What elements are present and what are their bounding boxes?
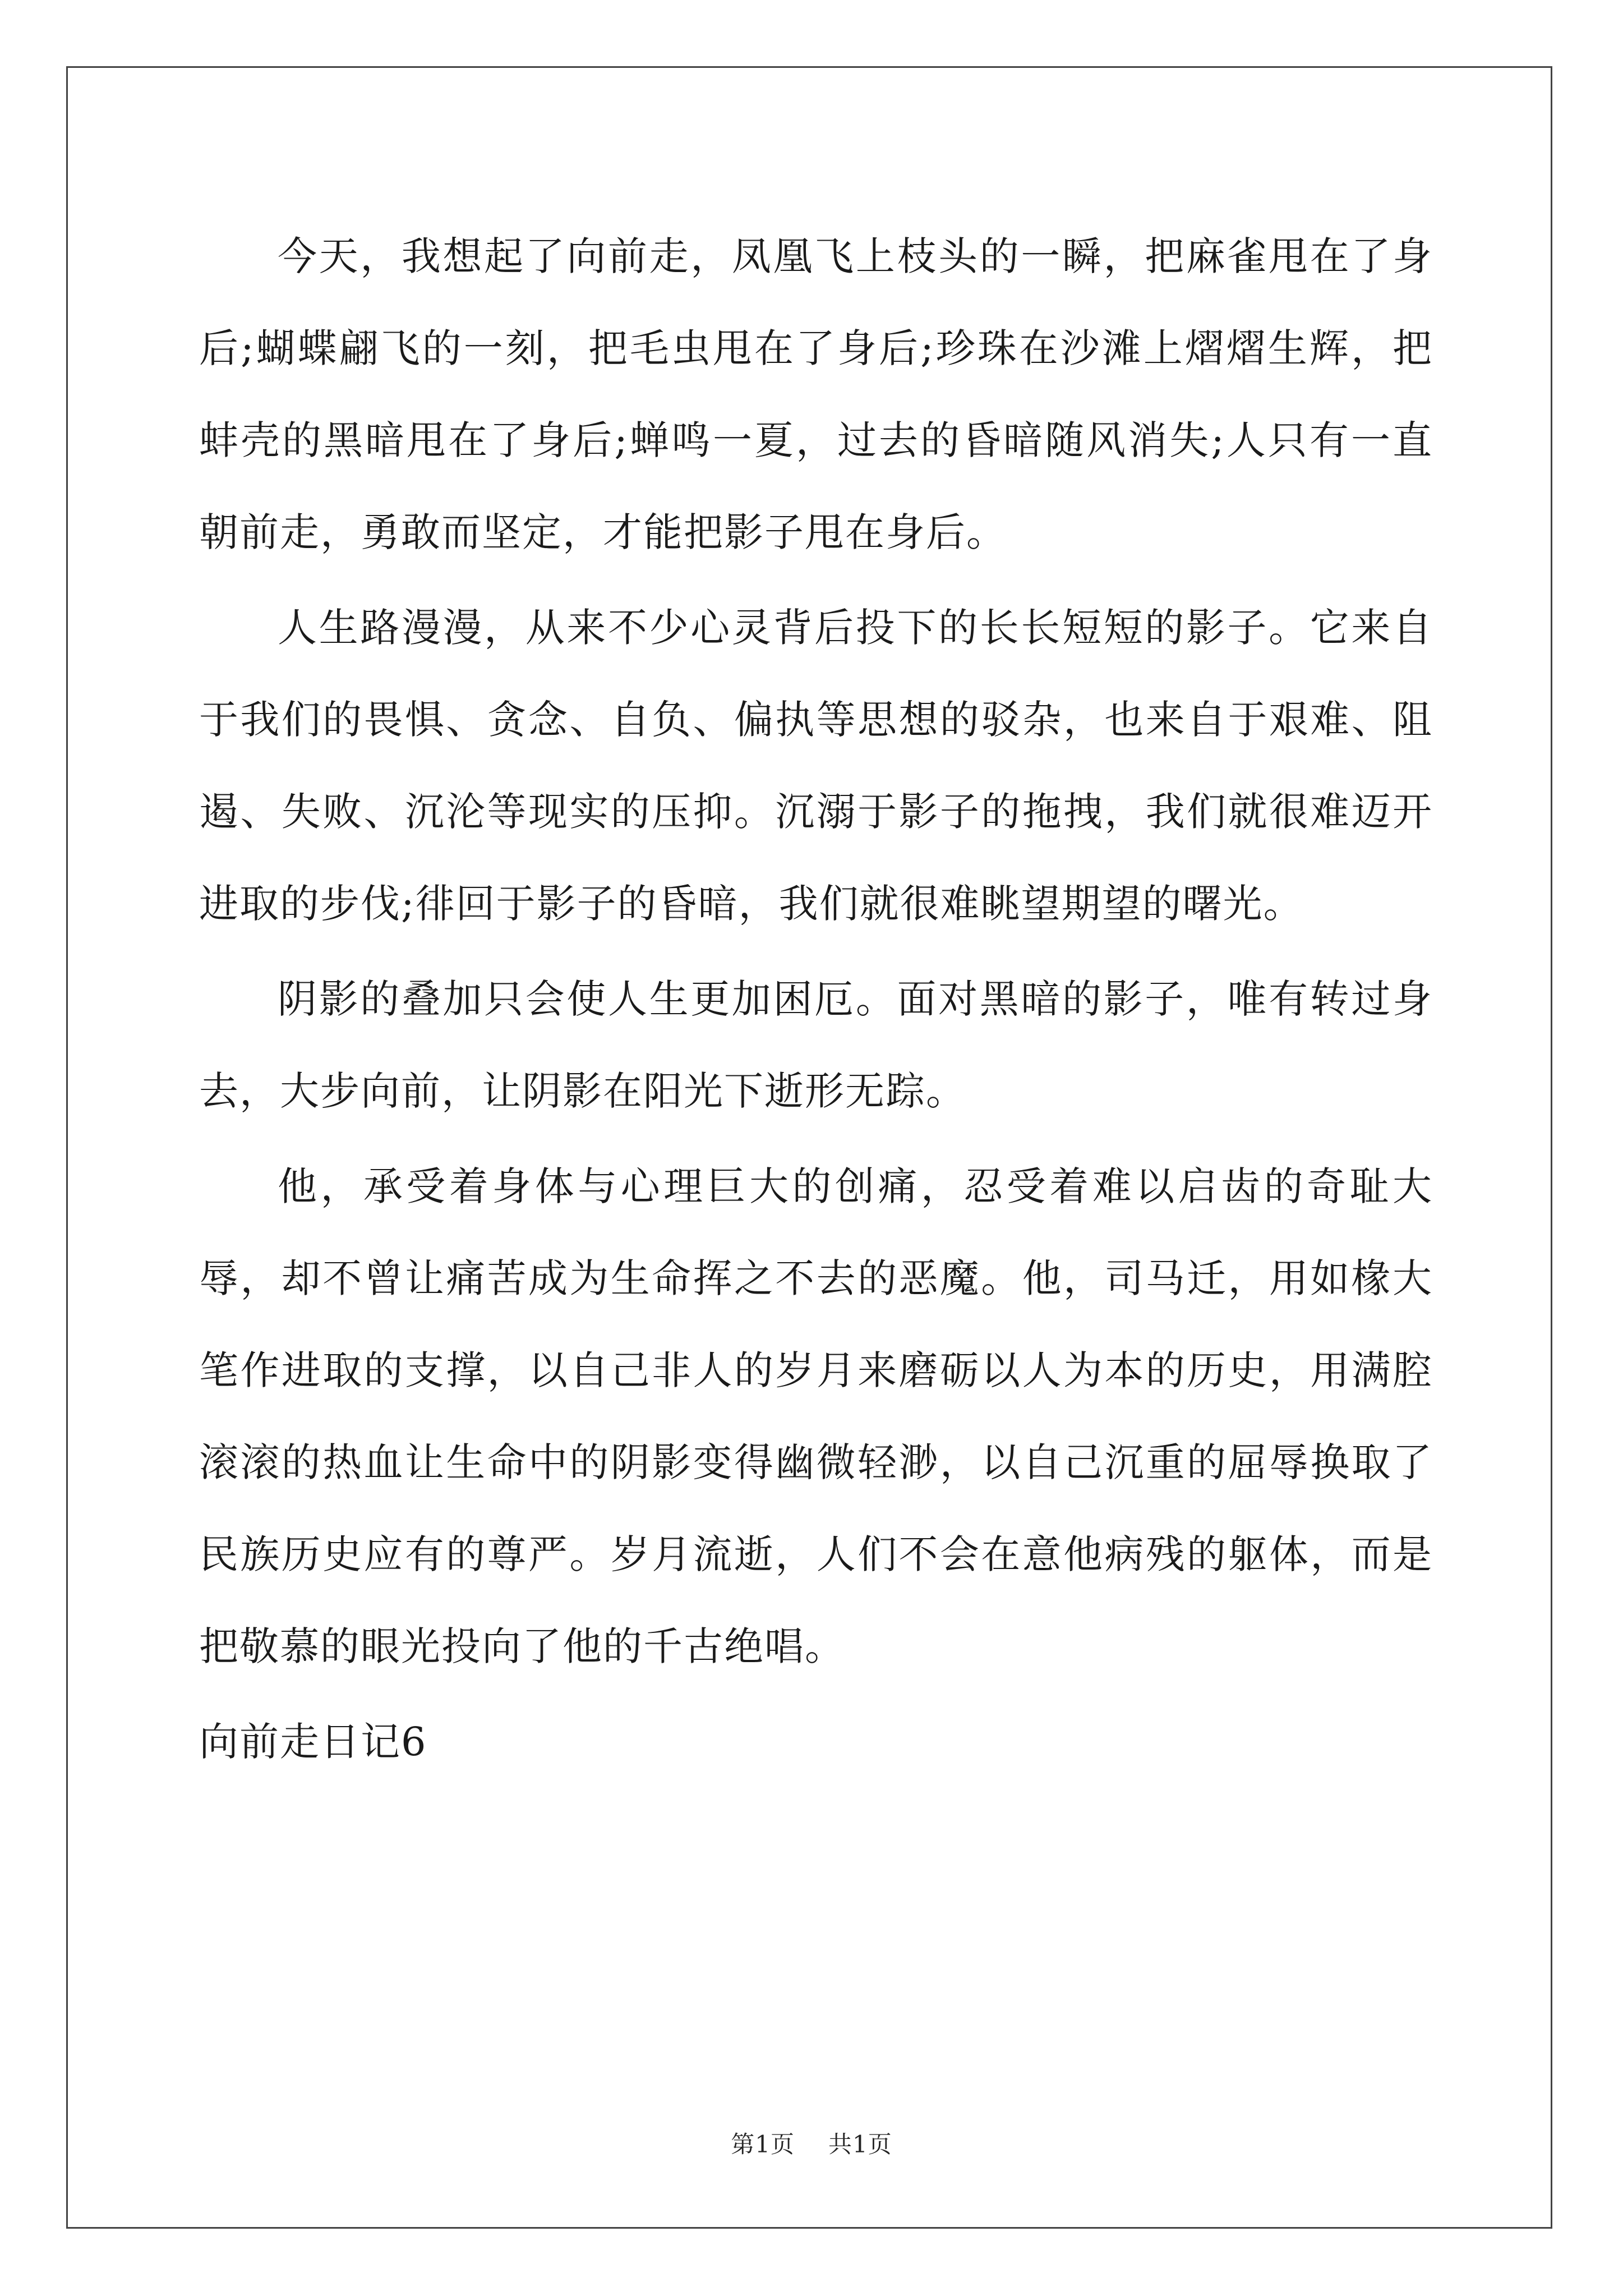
paragraph-3: 阴影的叠加只会使人生更加困厄。面对黑暗的影子，唯有转过身去，大步向前，让阴影在阳光下逝形无踪。	[199, 976, 1433, 1114]
paragraph-4: 他，承受着身体与心理巨大的创痛，忍受着难以启齿的奇耻大辱，却不曾让痛苦成为生命挥之不去的恶魔。他，司马迁，用如椽大笔作进取的支撑，以自己非人的岁月来磨砺以人为本的历史，用满腔滚滚的热血让生命中的阴影变得幽微轻渺，以自己沉重的屈辱换取了民族历史应有的尊严。岁月流逝，人们不会在意他病残的躯体，而是把敬慕的眼光投向了他的千古绝唱。	[199, 1163, 1433, 1669]
page-number: 第1页	[731, 2131, 795, 2158]
page-footer	[0, 2126, 1623, 2160]
paragraph-2: 人生路漫漫，从来不少心灵背后投下的长长短短的影子。它来自于我们的畏惧、贪念、自负、偏执等思想的驳杂，也来自于艰难、阻遏、失败、沉沦等现实的压抑。沉溺于影子的拖拽，我们就很难迈开进取的步伐;徘回于影子的昏暗，我们就很难眺望期望的曙光。	[199, 605, 1433, 927]
paragraph-1: 今天，我想起了向前走，凤凰飞上枝头的一瞬，把麻雀甩在了身后;蝴蝶翩飞的一刻，把毛虫甩在了身后;珍珠在沙滩上熠熠生辉，把蚌壳的黑暗甩在了身后;蝉鸣一夏，过去的昏暗随风消失;人只有一直朝前走，勇敢而坚定，才能把影子甩在身后。	[199, 233, 1433, 555]
document-body	[199, 210, 1433, 1788]
page-total: 共1页	[828, 2131, 892, 2158]
section-heading: 向前走日记6	[199, 1719, 427, 1765]
